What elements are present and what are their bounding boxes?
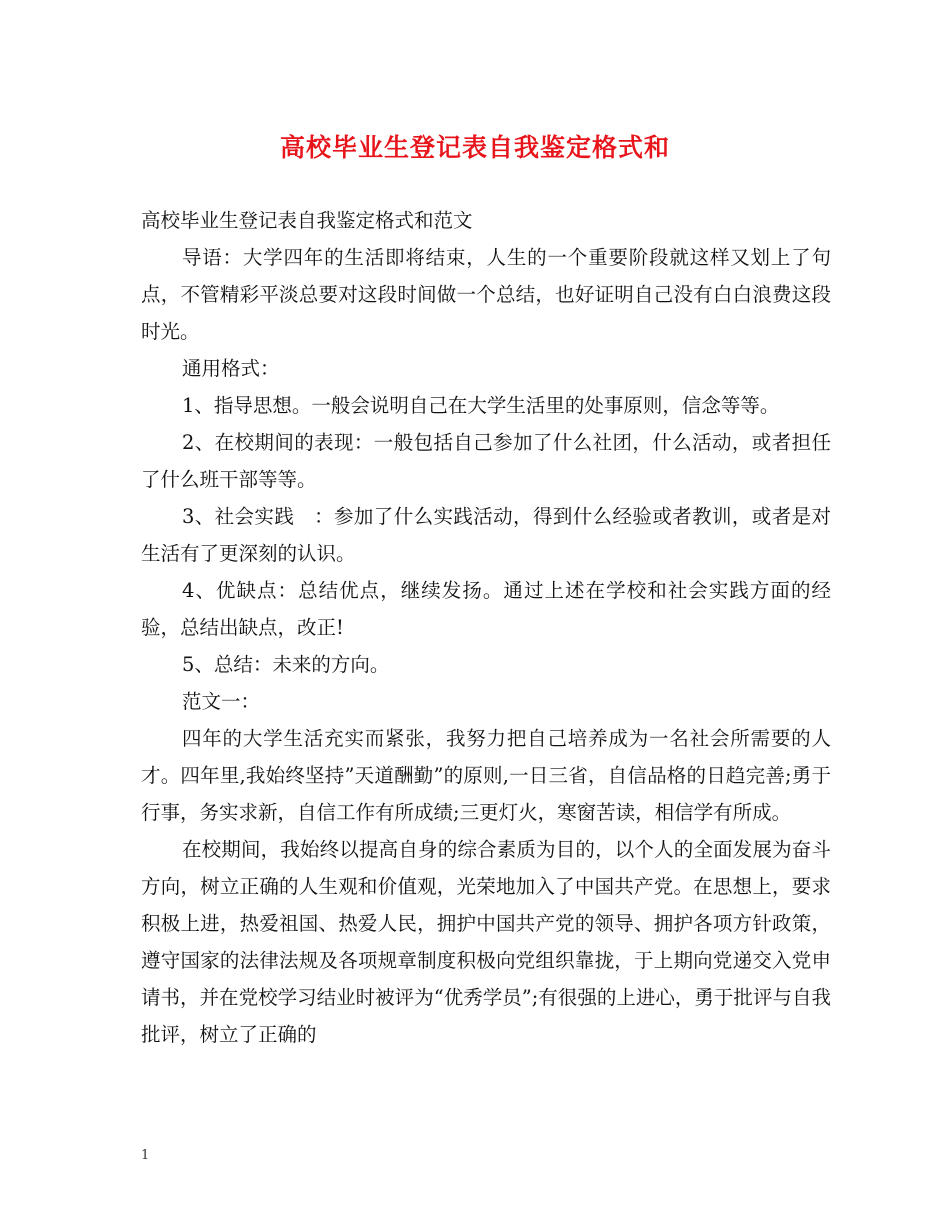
document-body: [141, 202, 831, 1053]
document-title: 高校毕业生登记表自我鉴定格式和: [279, 133, 670, 162]
paragraph-item-2: 2、在校期间的表现：一般包括自己参加了什么社团，什么活动，或者担任了什么班干部等等。: [141, 431, 831, 491]
paragraph-example-heading: 范文一：: [181, 690, 260, 713]
document-subtitle: 高校毕业生登记表自我鉴定格式和范文: [141, 209, 473, 232]
page-number: 1: [141, 1148, 150, 1163]
paragraph-format-heading: 通用格式：: [181, 357, 280, 380]
paragraph-intro: 导语：大学四年的生活即将结束，人生的一个重要阶段就这样又划上了句点，不管精彩平淡总要对这段时间做一个总结，也好证明自己没有白白浪费这段时光。: [141, 246, 831, 343]
paragraph-item-4: 4、优缺点：总结优点，继续发扬。通过上述在学校和社会实践方面的经验，总结出缺点，改正!: [141, 579, 831, 639]
paragraph-example-body-2: 在校期间，我始终以提高自身的综合素质为目的，以个人的全面发展为奋斗方向，树立正确的人生观和价值观，光荣地加入了中国共产党。在思想上，要求积极上进，热爱祖国、热爱人民，拥护中国共产党的领导、拥护各项方针政策，遵守国家的法律法规及各项规章制度积极向党组织靠拢，于上期向党递交入党申请书，并在党校学习结业时被评为“优秀学员”;有很强的上进心，勇于批评与自我批评，树立了正确的: [141, 838, 831, 1046]
paragraph-example-body-1: 四年的大学生活充实而紧张，我努力把自己培养成为一名社会所需要的人才。四年里,我始终坚持”天道酬勤”的原则,一日三省，自信品格的日趋完善;勇于行事，务实求新，自信工作有所成绩;三更灯火，寒窗苦读，相信学有所成。: [141, 727, 831, 824]
paragraph-item-3: 3、社会实践 ：参加了什么实践活动，得到什么经验或者教训，或者是对生活有了更深刻的认识。: [141, 505, 831, 565]
paragraph-item-5: 5、总结：未来的方向。: [181, 653, 390, 676]
paragraph-item-1: 1、指导思想。一般会说明自己在大学生活里的处事原则，信念等等。: [181, 394, 780, 417]
